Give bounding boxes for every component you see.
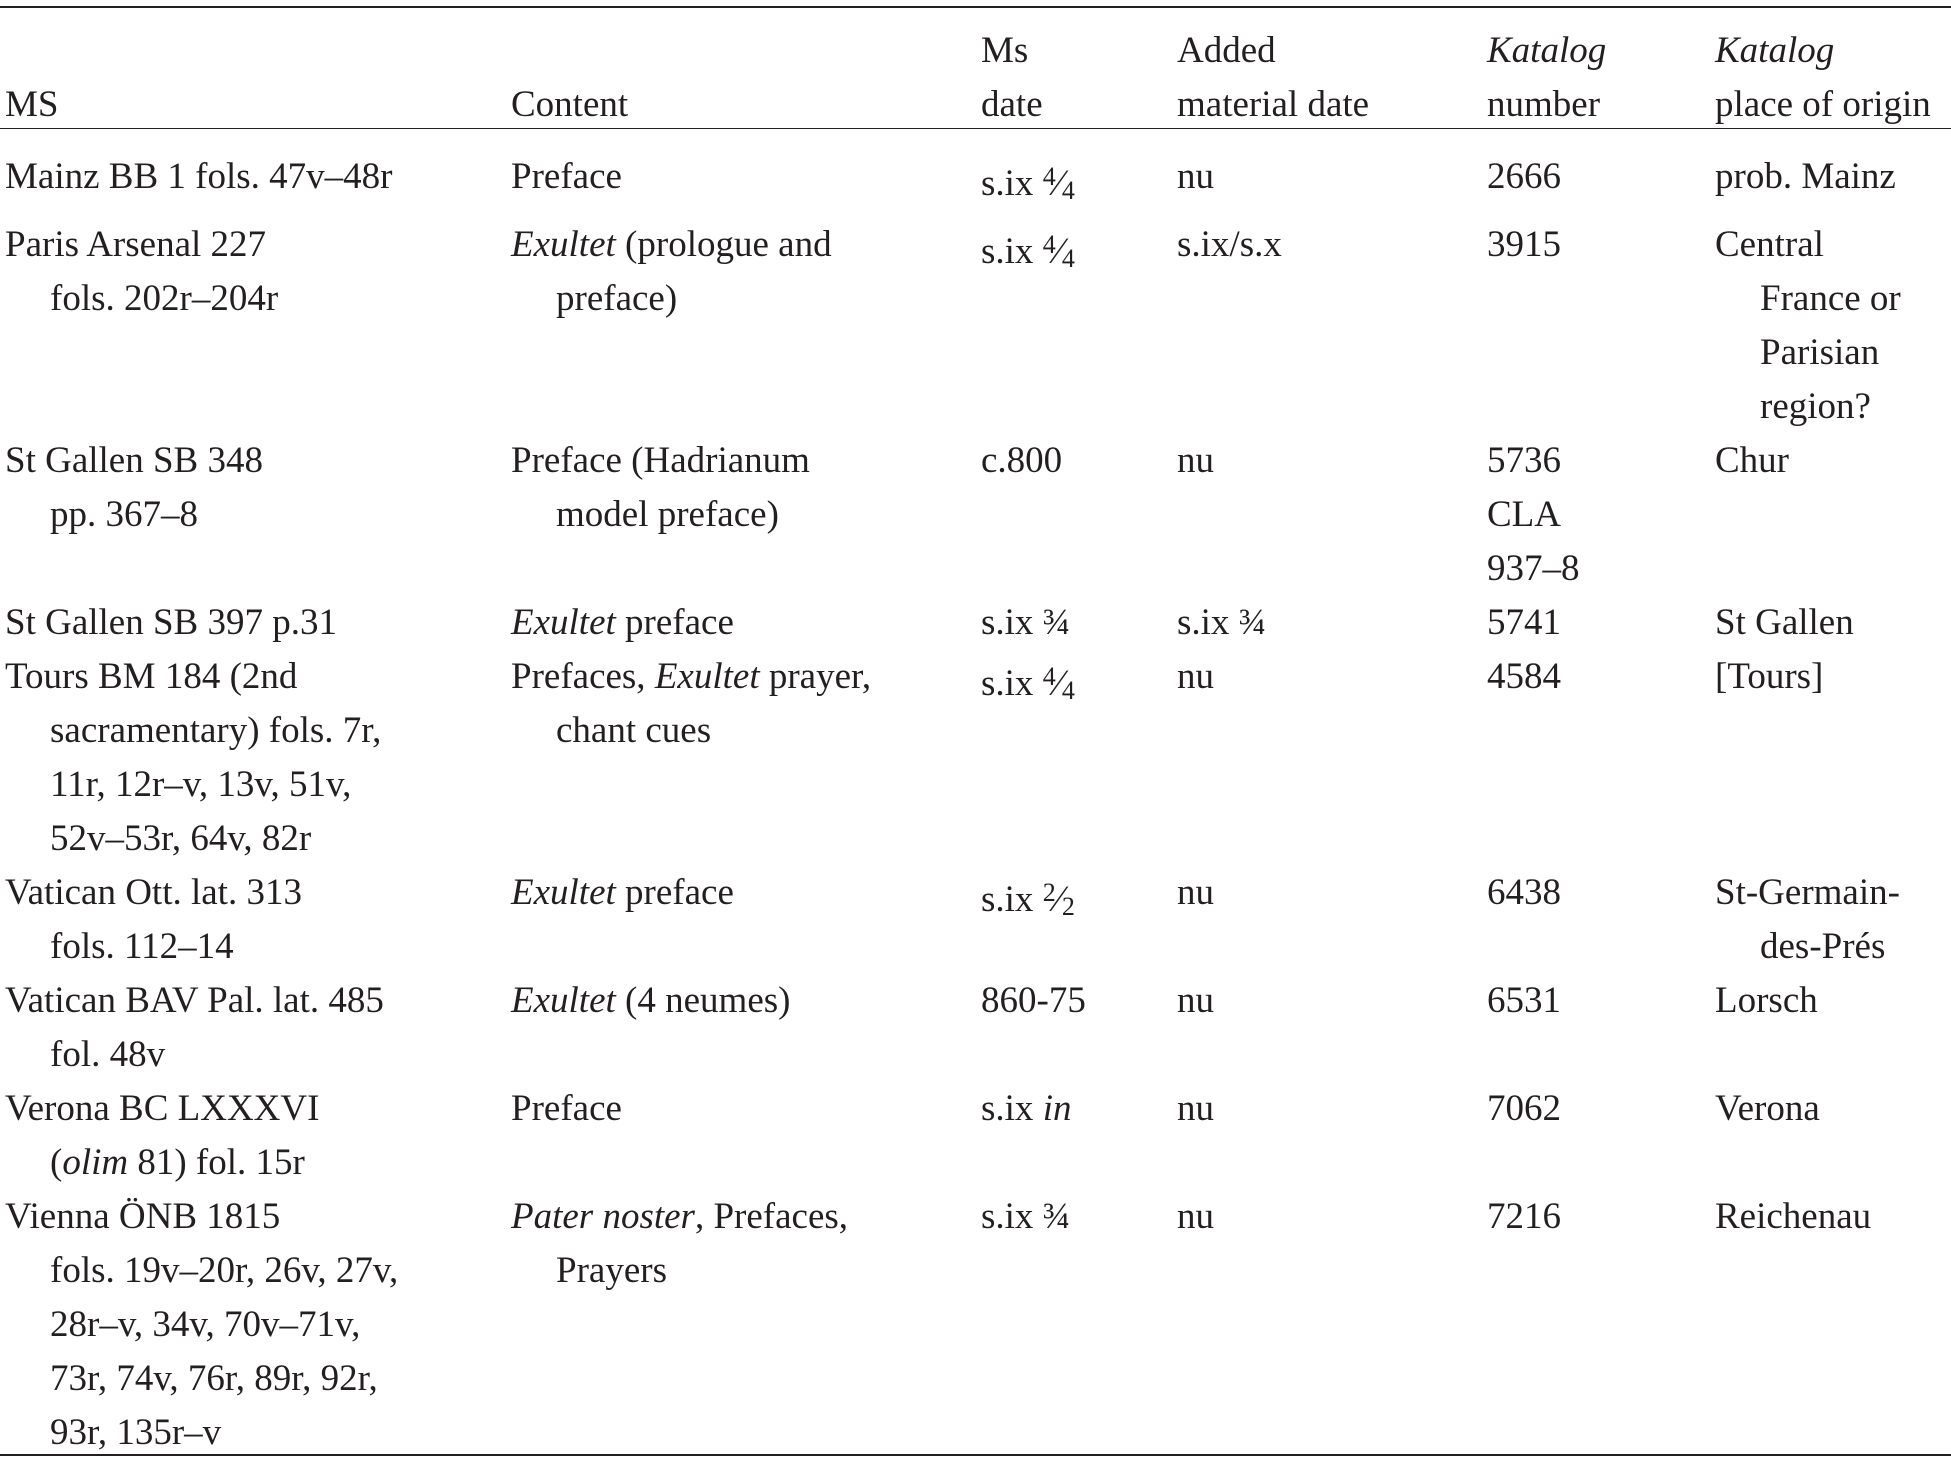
cell-added-date: s.ix/s.x [1177,224,1282,265]
cell-ms-date: s.ix $^4$⁄4 [981,230,1075,273]
cell-added-date: nu [1177,440,1214,481]
cell-katalog-origin: prob. Mainz [1715,156,1896,197]
cell-added-date: nu [1177,656,1214,697]
cell-katalog-origin: St Gallen [1715,602,1854,643]
cell-katalog-origin: Lorsch [1715,980,1818,1021]
table-row [0,218,1951,434]
cell-ms: Vatican BAV Pal. lat. 485 fol. 48v [5,980,384,1075]
table-row [0,146,1951,218]
cell-katalog-origin: Verona [1715,1088,1820,1129]
header-katalog-origin: Katalog place of origin [1715,30,1931,125]
table-row [0,650,1951,866]
cell-katalog-origin: St-Germain- des-Prés [1715,872,1900,967]
table-row [0,1082,1951,1190]
cell-ms: Tours BM 184 (2nd sacramentary) fols. 7r, 11r, 12r–v, 13v, 51v, 52v–53r, 64v, 82r [5,656,382,859]
cell-ms: St Gallen SB 397 p.31 [5,602,337,643]
cell-content: Pater noster, Prefaces, Prayers [511,1196,849,1291]
cell-ms-date: s.ix ¾ [981,1196,1071,1237]
cell-added-date: nu [1177,156,1214,197]
table-row [0,974,1951,1082]
cell-katalog-number: 7216 [1487,1196,1561,1237]
cell-content: Exultet preface [511,602,734,643]
bottom-rule [0,1454,1951,1456]
header-ms-date: Ms date [981,30,1043,125]
cell-katalog-number: 6531 [1487,980,1561,1021]
cell-content: Exultet preface [511,872,734,913]
cell-katalog-number: 5741 [1487,602,1561,643]
cell-ms-date: s.ix ¾ [981,602,1071,643]
cell-content: Prefaces, Exultet prayer, chant cues [511,656,872,751]
cell-ms: Verona BC LXXXVI (olim 81) fol. 15r [5,1088,320,1183]
table-row [0,596,1951,650]
table-row [0,434,1951,596]
header-katalog-number: Katalog number [1487,30,1607,125]
table-row [0,866,1951,974]
cell-katalog-number: 2666 [1487,156,1561,197]
cell-ms-date: s.ix $^2$⁄2 [981,878,1075,921]
cell-content: Preface [511,156,622,197]
cell-content: Preface [511,1088,622,1129]
cell-katalog-origin: Reichenau [1715,1196,1872,1237]
table-body [0,146,1951,1460]
cell-ms-date: c.800 [981,440,1063,481]
cell-content: Exultet (prologue and preface) [511,224,832,319]
top-rule [0,6,1951,8]
cell-katalog-origin: Chur [1715,440,1789,481]
cell-katalog-number: 4584 [1487,656,1561,697]
cell-katalog-origin: Central France or Parisian region? [1715,224,1901,427]
manuscript-table [0,24,1951,1460]
cell-added-date: s.ix ¾ [1177,602,1267,643]
cell-ms: Mainz BB 1 fols. 47v–48r [5,156,393,197]
cell-katalog-number: 5736 CLA 937–8 [1487,440,1580,589]
cell-katalog-number: 7062 [1487,1088,1561,1129]
table-header [0,24,1951,146]
cell-ms: Paris Arsenal 227 fols. 202r–204r [5,224,279,319]
cell-added-date: nu [1177,872,1214,913]
cell-ms: Vatican Ott. lat. 313 fols. 112–14 [5,872,302,967]
cell-katalog-number: 3915 [1487,224,1561,265]
cell-added-date: nu [1177,1196,1214,1237]
header-ms: MS [5,84,59,125]
cell-ms: St Gallen SB 348 pp. 367–8 [5,440,263,535]
cell-ms: Vienna ÖNB 1815 fols. 19v–20r, 26v, 27v, 28r–v, 34v, 70v–71v, 73r, 74v, 76r, 89r, 92r, 93r, 135r–v [5,1196,399,1453]
table-row [0,1190,1951,1460]
cell-ms-date: s.ix in [981,1088,1072,1129]
cell-ms-date: s.ix $^4$⁄4 [981,162,1075,205]
cell-katalog-number: 6438 [1487,872,1561,913]
cell-added-date: nu [1177,1088,1214,1129]
cell-ms-date: s.ix $^4$⁄4 [981,662,1075,705]
cell-added-date: nu [1177,980,1214,1021]
header-row [0,24,1951,146]
header-added-material-date: Added material date [1177,30,1370,125]
cell-content: Exultet (4 neumes) [511,980,791,1021]
header-content: Content [511,84,629,125]
cell-content: Preface (Hadrianum model preface) [511,440,810,535]
cell-katalog-origin: [Tours] [1715,656,1824,697]
cell-ms-date: 860-75 [981,980,1086,1021]
